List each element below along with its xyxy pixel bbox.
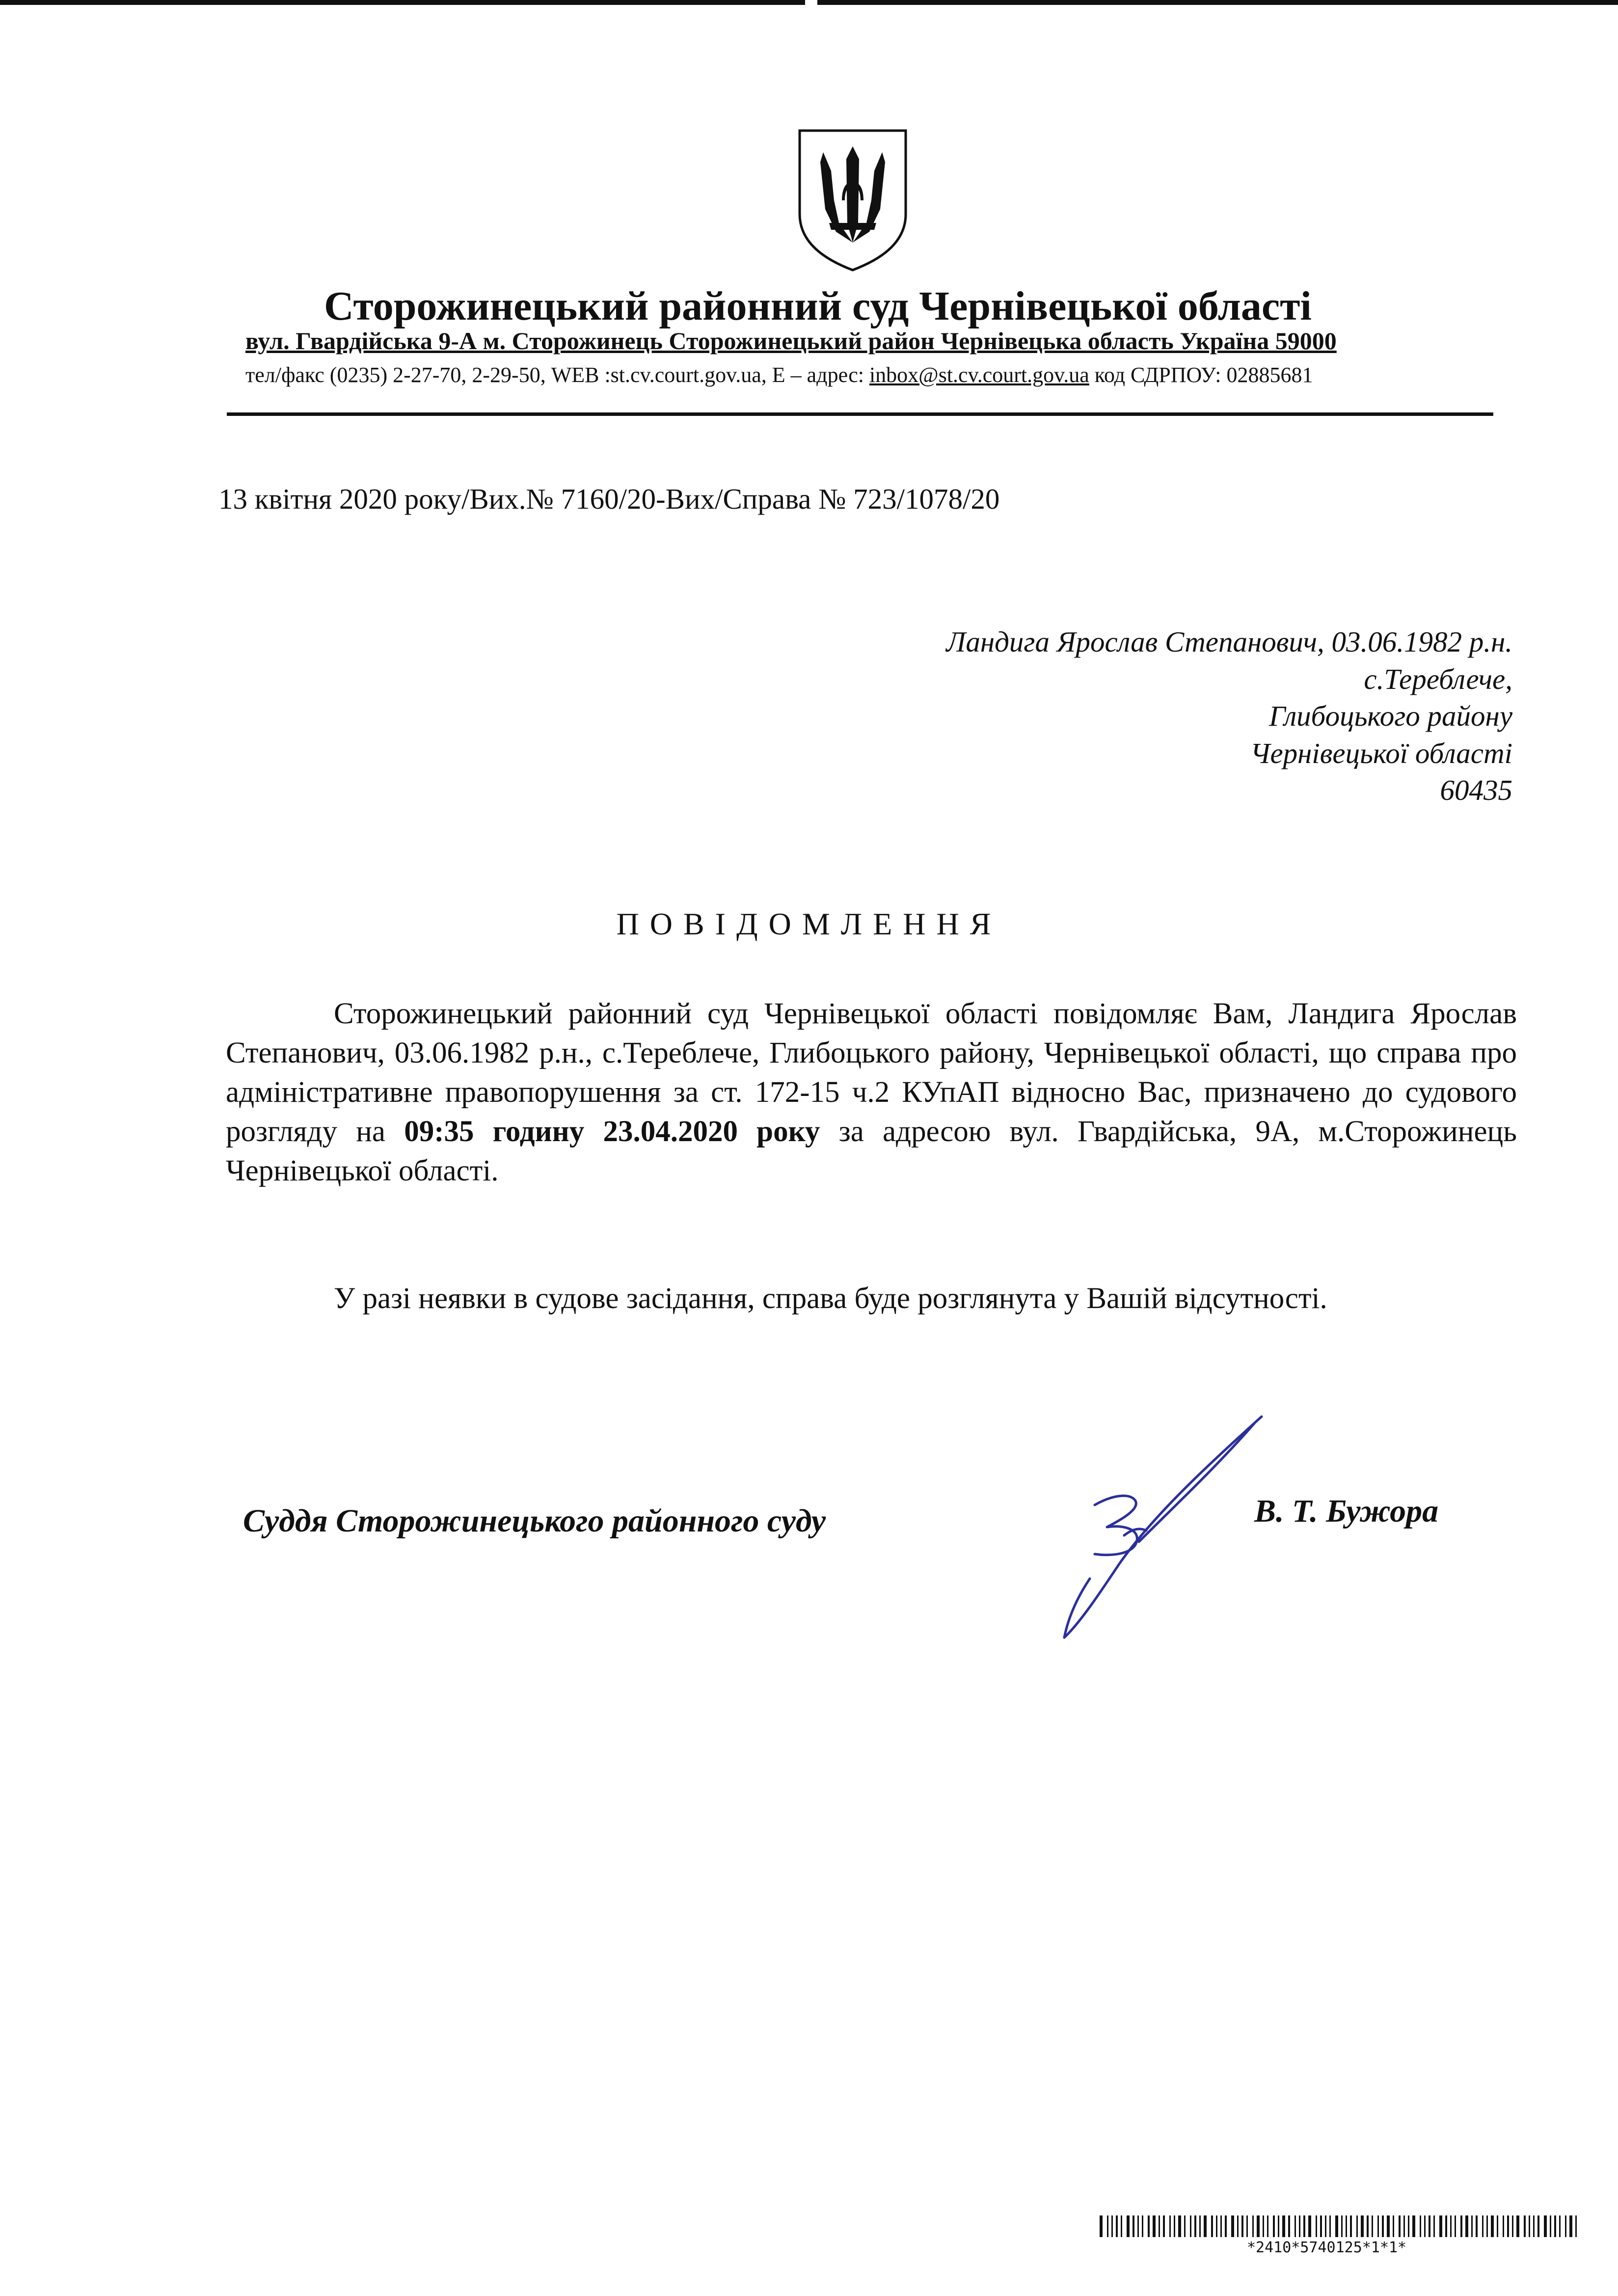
trident-emblem-icon (794, 127, 912, 274)
email-link[interactable]: inbox@st.cv.court.gov.ua (869, 363, 1089, 387)
header-divider (227, 412, 1493, 416)
handwritten-signature (1006, 1407, 1281, 1652)
scan-edge-right (817, 0, 1618, 5)
notice-text-end: за адресою вул. Гвардійська, 9А, м.Сторожинець Чернівецької області. (226, 1115, 1517, 1187)
contact-suffix: код СДРПОУ: 02885681 (1089, 363, 1313, 387)
court-name: Сторожинецький районний суд Чернівецької області (324, 283, 1312, 329)
document-title: ПОВІДОМЛЕННЯ (616, 906, 1002, 941)
scan-edge-left (0, 0, 805, 5)
recipient-block (946, 624, 1512, 809)
signatory-name: В. Т. Бужора (1254, 1493, 1439, 1529)
notice-text-start: Сторожинецький районний суд Чернівецької області повідомляє Вам, Ландига Ярослав Степанович, 03.06.1982 р.н., с.Тереблече, Глибоцького району, Чернівецької області, що справа про адміністративне правопорушення за ст. 172-15 ч.2 КУпАП відносно Вас, призначено до судового розгляду на (226, 997, 1517, 1148)
court-contacts (245, 362, 1483, 387)
body-paragraph-notice (226, 994, 1517, 1191)
barcode-caption: *2410*5740125*1*1* (1247, 2239, 1407, 2256)
court-address: вул. Гвардійська 9-А м. Сторожинець Сторожинецький район Чернівецька область Україна 59000 (245, 327, 1337, 355)
signatory-role: Суддя Сторожинецького районного суду (243, 1503, 826, 1539)
recipient-region: Чернівецької області (1250, 737, 1512, 769)
recipient-name: Ландига Ярослав Степанович, 03.06.1982 р.н. (946, 626, 1512, 658)
recipient-postcode: 60435 (1440, 774, 1512, 807)
body-paragraph-absence: У разі неявки в судове засідання, справа буде розглянута у Вашій відсутності. (334, 1282, 1327, 1315)
barcode (1100, 2215, 1581, 2237)
recipient-district: Глибоцького району (1269, 700, 1512, 733)
outgoing-number-line: 13 квітня 2020 року/Вих.№ 7160/20-Вих/Справа № 723/1078/20 (218, 483, 1000, 515)
contact-prefix: тел/факс (0235) 2-27-70, 2-29-50, WEB :st.cv.court.gov.ua, E – адрес: (245, 363, 869, 387)
recipient-village: с.Тереблече, (1364, 662, 1512, 695)
hearing-datetime: 09:35 годину 23.04.2020 року (404, 1115, 820, 1148)
